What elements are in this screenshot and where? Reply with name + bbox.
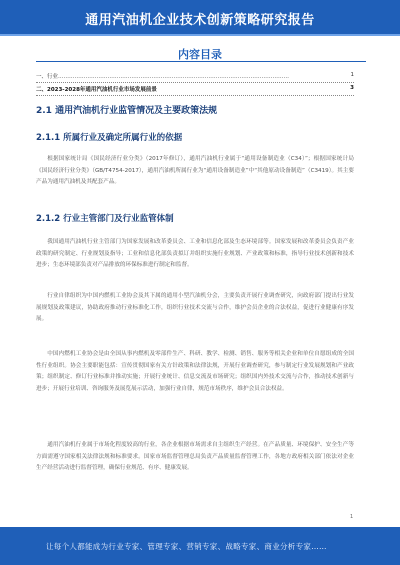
toc-entry-page: 1	[350, 72, 354, 78]
paragraph-regulators: 我国通用汽油机行业主管部门为国家发展和改革委员会、工业和信息化部及生态环境部等。国家发展和改革委员会负责产业政策的研究制定、行业规划及指导；工业和信息化部负责拟订并组织实施行业规划、产业政策和标准，指导行业技术创新和技术进步；生态环境部负责对产品排放的环保标准进行制定和监督。	[36, 239, 354, 268]
report-title: 通用汽油机企业技术创新策略研究报告	[85, 13, 315, 28]
toc-title: 内容目录	[178, 48, 222, 61]
paragraph-self-regulation: 行业自律组织为中国内燃机工业协会及其下属的通用小型汽油机分会，主要负责开展行业调查研究，向政府部门提出行业发展规划及政策建议，协助政府推动行业标准化工作，组织行业技术交流与合作，维护会员企业的合法权益，促进行业健康有序发展。	[36, 293, 354, 322]
toc-entry-page: 3	[350, 85, 354, 91]
header-stripe	[0, 34, 400, 36]
toc-entry-label: 一、行业………………………………………………………………………………………………………………	[36, 74, 290, 80]
footer-slogan: 让每个人都能成为行业专家、管理专家、营销专家、战略专家、商业分析专家……	[46, 542, 327, 551]
toc-entry-1[interactable]	[36, 72, 354, 83]
toc-top-rule	[36, 61, 366, 62]
section-heading-2-1-2: 2.1.2 行业主管部门及行业监管体制	[36, 214, 174, 224]
paragraph-association: 中国内燃机工业协会是由全国从事内燃机及零部件生产、科研、教学、检测、销售、服务等相关企业和单位自愿组成的全国性行业组织。协会主要职能包括：宣传贯彻国家有关方针政策和法律法规，开展行业调查研究，参与制定行业发展规划和产业政策；组织制定、修订行业标准并推动实施；开展行业统计、信息交流及市场研究；组织国内外技术交流与合作，推动技术创新与进步；开展行业培训、咨询服务及展览展示活动，加强行业自律，规范市场秩序，维护会员合法权益。	[36, 351, 354, 392]
paragraph-industry-classification: 根据国家统计局《国民经济行业分类》（2017年修订），通用汽油机行业属于“通用设备制造业（C34）”；根据国家统计局《国民经济行业分类》（GB/T4754-2017），通用汽油机所属行业为“通用设备制造业”中“其他原动设备制造”（C3419）。其主要产品为通用汽油机及其配套产品。	[36, 156, 354, 185]
page-number: 1	[350, 514, 354, 520]
section-heading-2-1: 2.1 通用汽油机行业监管情况及主要政策法规	[36, 106, 218, 116]
paragraph-market-supervision: 通用汽油机行业属于市场化程度较高的行业，各企业根据市场需求自主组织生产经营。在产品质量、环境保护、安全生产等方面需遵守国家相关法律法规和标准要求。国家市场监督管理总局负责产品质量监督管理工作，各地方政府相关部门依法对企业生产经营活动进行监督管理，确保行业规范、有序、健康发展。	[36, 442, 354, 471]
toc-entry-label: 二、2023-2028年通用汽油机行业市场发展前景	[36, 87, 157, 93]
section-heading-2-1-1: 2.1.1 所属行业及确定所属行业的依据	[36, 133, 183, 143]
toc-entry-2[interactable]	[36, 85, 354, 96]
